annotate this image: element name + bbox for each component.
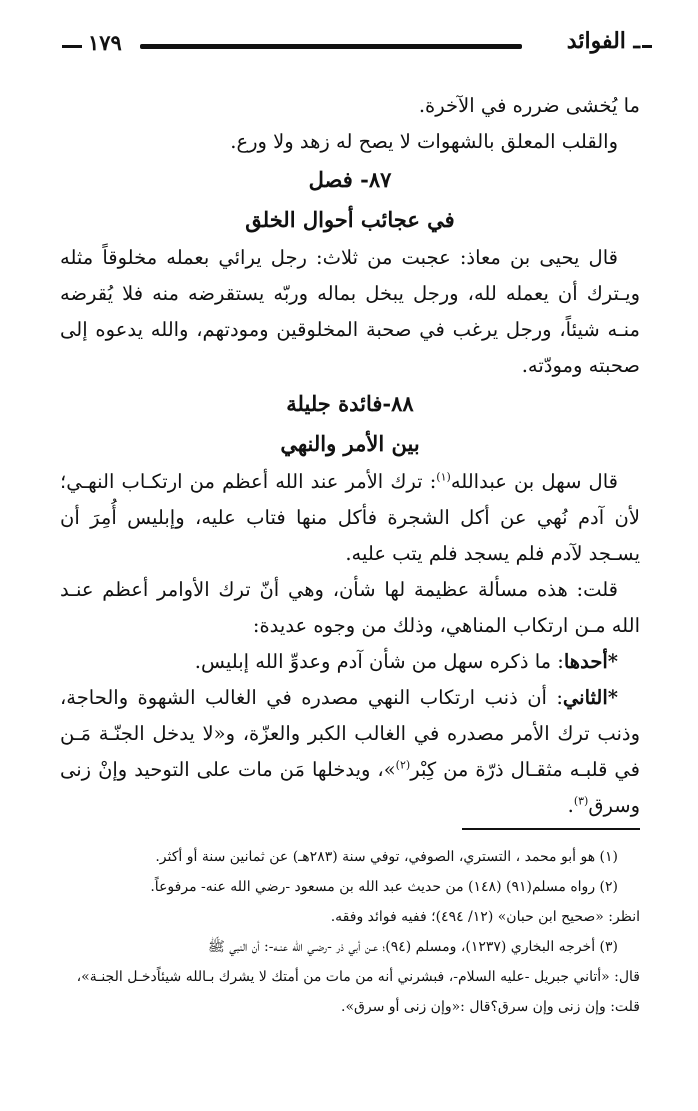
paragraph: قال يحيى بن معاذ: عجبت من ثلاث: رجل يرائي بعمله مخلوقاً مثله ويـترك أن يعمله لله، ورجل يبخل بماله وربّه يستقرضه منه فلا يُقرضه منـه شيئاً، ورجل يرغب في صحبة المخلوقين ومودتهم، والله يدعوه إلى صحبته ومودّته.	[60, 246, 640, 377]
text-line: والقلب المعلق بالشهوات لا يصح له زهد ولا ورع.	[230, 130, 618, 153]
footnote-ref-1: (١)	[436, 470, 451, 484]
header-rule	[140, 44, 522, 49]
footnote-3-continued: قلت: وإن زنى وإن سرق؟قال :«وإن زنى أو سرق».	[341, 999, 640, 1015]
footnote-2: (٢) رواه مسلم(٩١) (١٤٨) من حديث عبد الله بن مسعود -رضي الله عنه- مرفوعاً.	[150, 879, 618, 895]
footnote-ref-3: (٣)	[573, 794, 589, 808]
point-label: *الثاني	[562, 686, 618, 709]
list-point	[60, 680, 640, 824]
point-text: : ما ذكره سهل من شأن آدم وعدوِّ الله إبليس.	[194, 650, 564, 673]
footnotes	[60, 842, 640, 1022]
section-title-87: في عجائب أحوال الخلق	[245, 207, 455, 232]
header-rule-left-tick	[62, 45, 82, 48]
footnote-2-continued: انظر: «صحيح ابن حبان» (١٢/ ٤٩٤)؛ ففيه فوائد وفقه.	[330, 909, 640, 925]
list-point	[60, 644, 640, 680]
header-title: ـ الفوائد	[566, 28, 640, 54]
header-rule-right-tick	[642, 45, 652, 48]
running-header	[62, 28, 640, 68]
paragraph	[60, 464, 640, 572]
page-number: ١٧٩	[88, 30, 122, 55]
point-text: .	[567, 794, 574, 817]
footnote-ref-2: (٢)	[395, 758, 411, 772]
footnote-3-continued: قال: «أتاني جبريل -عليه السلام-، فبشرني أنه من مات من أمتك لا يشرك بـالله شيئاًدخـل الجنـة»،	[76, 969, 640, 985]
paragraph-text: : ترك الأمر عند الله أعظم من ارتكـاب النهـي؛ لأن آدم نُهي عن أكل الشجرة فأكل منها فتاب عليه، وإبليس أُمِرَ أن يسـجد لآدم فلم يسجد فلم يتب عليه.	[60, 470, 640, 565]
section-title-88: بين الأمر والنهي	[280, 431, 420, 456]
point-text: : أن ذنب ارتكاب النهي مصدره في الغالب الشهوة والحاجة، وذنب ترك الأمر مصدره في الغالب الكبر والعزّة، و«لا يدخل الجنّـة مَـن في قلبـه مثقـال ذرّة من كِبْر	[60, 686, 640, 781]
section-number-88: ٨٨-فائدة جليلة	[286, 391, 414, 416]
paragraph-text: قال سهل بن عبدالله	[450, 470, 618, 493]
footnote-3: (٣) أخرجه البخاري (١٢٣٧)، ومسلم (٩٤)؛ عـن أبي ذر -رضـي الله عنـه-: أن النبي ﷺ	[207, 939, 618, 955]
point-label: *أحدها	[563, 650, 618, 673]
footnote-1: (١) هو أبو محمد ، التستري، الصوفي، توفي سنة (٢٨٣هـ) عن ثمانين سنة أو أكثر.	[155, 849, 618, 865]
point-text: »، ويدخلها مَن مات على التوحيد وإنْ زنى وسرق	[60, 758, 640, 817]
main-text	[60, 88, 640, 824]
footnote-separator	[462, 828, 640, 830]
section-number-87: ٨٧- فصل	[308, 167, 392, 192]
text-line: ما يُخشى ضرره في الآخرة.	[418, 94, 640, 117]
paragraph: قلت: هذه مسألة عظيمة لها شأن، وهي أنّ ترك الأوامر أعظم عنـد الله مـن ارتكاب المناهي، وذلك من وجوه عديدة:	[60, 578, 640, 637]
